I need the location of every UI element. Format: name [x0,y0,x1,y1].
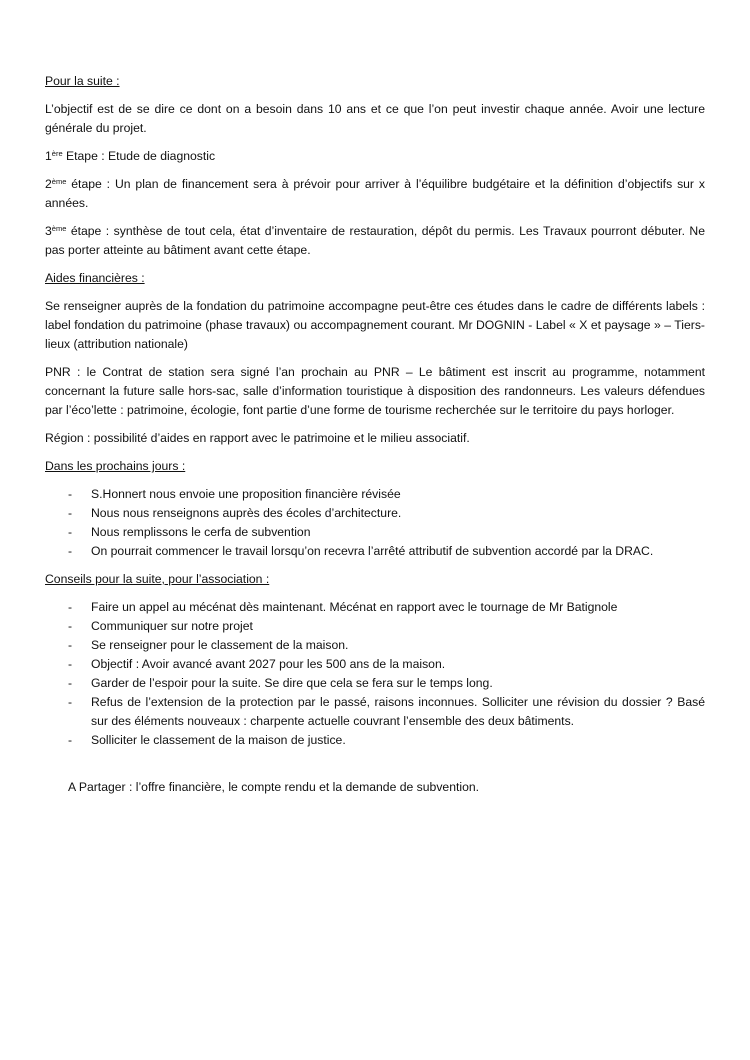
list-item [45,731,705,750]
list-item [45,542,705,561]
bullet-dash: - [68,638,73,652]
paragraph-region: Région : possibilité d’aides en rapport avec le patrimoine et le milieu associatif. [45,431,470,445]
list-prochains-jours [45,485,705,561]
list-item [45,674,705,693]
paragraph-pnr: PNR : le Contrat de station sera signé l’an prochain au PNR – Le bâtiment est inscrit au programme, notamment concernant la future salle hors-sac, salle d’information touristique à disposition des randonneurs. Les valeurs défendues par l’éco’lette : patrimoine, écologie, font partie d’une forme de tourisme recherchée sur le territoire du pays horloger. [45,365,705,417]
step-3-number: 3 [45,224,52,238]
document-page [45,72,705,806]
bullet-dash: - [68,544,73,558]
bullet-dash: - [68,619,73,633]
step-3-ordinal: ème [51,224,67,233]
list-item-text: Nous remplissons le cerfa de subvention [91,525,311,539]
list-item-text: Objectif : Avoir avancé avant 2027 pour les 500 ans de la maison. [91,657,446,671]
list-item-text: Faire un appel au mécénat dès maintenant. Mécénat en rapport avec le tournage de Mr Batignole [91,600,618,614]
heading-prochains-jours: Dans les prochains jours : [45,459,186,473]
list-item-text: On pourrait commencer le travail lorsqu’on recevra l’arrêté attributif de subvention accordé par la DRAC. [91,544,654,558]
bullet-dash: - [68,657,73,671]
list-item-text: S.Honnert nous envoie une proposition financière révisée [91,487,401,501]
paragraph-objectif: L’objectif est de se dire ce dont on a besoin dans 10 ans et ce que l’on peut investir chaque année. Avoir une lecture générale du projet. [45,102,705,135]
list-item [45,504,705,523]
step-3 [45,222,705,260]
step-1 [45,147,705,166]
step-1-ordinal: ère [51,149,63,158]
list-item-text: Refus de l’extension de la protection par le passé, raisons inconnues. Solliciter une révision du dossier ? Basé sur des éléments nouveaux : charpente actuelle couvrant l’ensemble des deux bâtiments. [91,695,705,728]
list-item-text: Communiquer sur notre projet [91,619,253,633]
paragraph-fondation: Se renseigner auprès de la fondation du patrimoine accompagne peut-être ces études dans le cadre de différents labels : label fondation du patrimoine (phase travaux) ou accompagnement courant. Mr DOGNIN - Label « X et paysage » – Tiers-lieux (attribution nationale) [45,299,705,351]
bullet-dash: - [68,600,73,614]
heading-pour-la-suite: Pour la suite : [45,74,120,88]
list-item [45,693,705,731]
bullet-dash: - [68,733,73,747]
bullet-dash: - [68,695,73,709]
list-item-text: Se renseigner pour le classement de la maison. [91,638,349,652]
step-2-number: 2 [45,177,52,191]
list-conseils [45,598,705,750]
list-item-text: Nous nous renseignons auprès des écoles d’architecture. [91,506,402,520]
bullet-dash: - [68,506,73,520]
step-1-number: 1 [45,149,52,163]
bullet-dash: - [68,487,73,501]
bullet-dash: - [68,525,73,539]
step-2-text: étape : Un plan de financement sera à prévoir pour arriver à l’équilibre budgétaire et la définition d’objectifs sur x années. [45,177,705,210]
list-item [45,636,705,655]
heading-aides-financieres: Aides financières : [45,271,145,285]
list-item-text: Solliciter le classement de la maison de justice. [91,733,346,747]
step-2-ordinal: ème [51,177,67,186]
list-item [45,598,705,617]
list-item [45,617,705,636]
heading-conseils: Conseils pour la suite, pour l’association : [45,572,270,586]
step-1-text: Etape : Etude de diagnostic [62,149,216,163]
list-item [45,523,705,542]
list-item [45,655,705,674]
paragraph-a-partager: A Partager : l’offre financière, le compte rendu et la demande de subvention. [68,780,480,794]
step-2 [45,175,705,213]
step-3-text: étape : synthèse de tout cela, état d’inventaire de restauration, dépôt du permis. Les Travaux pourront débuter. Ne pas porter atteinte au bâtiment avant cette étape. [45,224,705,257]
list-item [45,485,705,504]
list-item-text: Garder de l’espoir pour la suite. Se dire que cela se fera sur le temps long. [91,676,493,690]
bullet-dash: - [68,676,73,690]
